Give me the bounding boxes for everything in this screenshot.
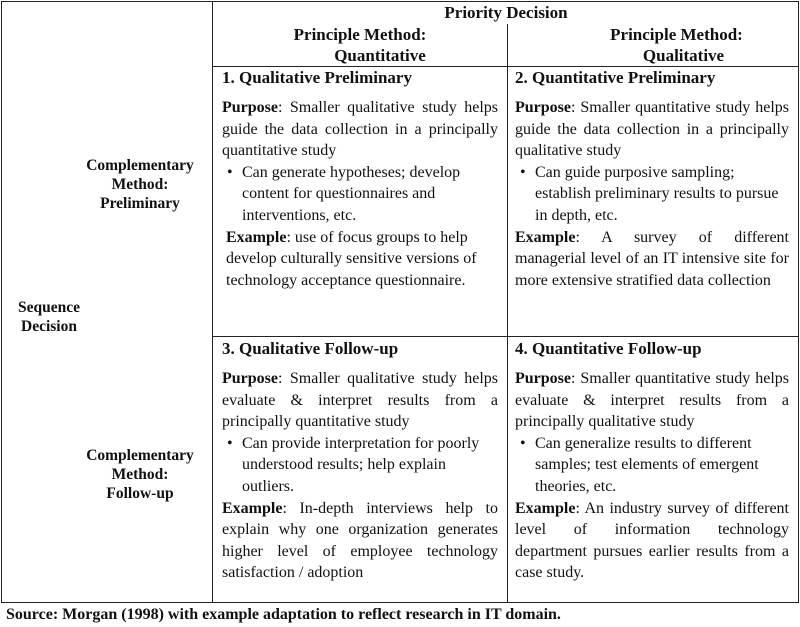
row-label-line: Complementary xyxy=(86,447,194,464)
bullet-item: • Can generate hypotheses; develop content for questionnaires and interventions, etc. xyxy=(222,162,498,227)
source-note: Source: Morgan (1998) with example adaptation to reflect research in IT domain. xyxy=(6,606,561,623)
priority-decision-header xyxy=(213,2,799,23)
purpose-paragraph xyxy=(222,368,498,433)
purpose-label: Purpose xyxy=(222,99,278,116)
example-text: : A survey of different managerial level of an IT intensive site for more extensive stratified data collection xyxy=(515,228,789,289)
cell-title: 4. Quantitative Follow-up xyxy=(515,339,702,358)
column-header-line: Principle Method: xyxy=(293,25,427,44)
bullet-item: • Can provide interpretation for poorly understood results; help explain outliers. xyxy=(222,433,498,498)
cell-title: 2. Quantitative Preliminary xyxy=(515,68,716,87)
cell-title: 1. Qualitative Preliminary xyxy=(222,68,412,87)
row-label-line: Method: xyxy=(111,466,169,483)
cell-body xyxy=(515,368,789,584)
cell-body xyxy=(222,368,498,584)
column-header-quantitative xyxy=(213,24,507,66)
cell-body xyxy=(222,97,498,291)
purpose-text: : Smaller qualitative study helps evaluate & interpret results from a principally quantitative study xyxy=(222,370,498,431)
example-text: : An industry survey of different level of information technology department pursues earlier results from a case study. xyxy=(515,499,789,582)
purpose-label: Purpose xyxy=(222,370,278,387)
example-text: : In-depth interviews help to explain why one organization generates higher level of employee technology satisfaction / adoption xyxy=(222,499,498,582)
row-label-line: Method: xyxy=(111,176,169,193)
column-header-line: Principle Method: xyxy=(610,25,743,44)
column-divider xyxy=(507,24,508,603)
purpose-paragraph xyxy=(515,368,789,433)
purpose-paragraph xyxy=(222,97,498,162)
purpose-label: Purpose xyxy=(515,370,571,387)
row-header-divider xyxy=(212,1,213,603)
example-paragraph xyxy=(222,227,498,292)
example-paragraph xyxy=(515,227,789,292)
column-header-line: Qualitative xyxy=(642,46,725,65)
purpose-text: : Smaller qualitative study helps guide the data collection in a principally quantitative study xyxy=(222,99,498,160)
cell-quantitative-followup xyxy=(515,338,789,584)
row-label-line: Sequence xyxy=(18,299,80,316)
bullet-item: • Can generalize results to different samples; test elements of emergent theories, etc. xyxy=(515,433,789,498)
cell-body xyxy=(515,97,789,291)
bullet-item: • Can guide purposive sampling; establish preliminary results to pursue in depth, etc. xyxy=(515,162,789,227)
example-paragraph xyxy=(515,498,789,584)
purpose-text: : Smaller quantitative study helps evaluate & interpret results from a principally qualitative study xyxy=(515,370,789,431)
purpose-label: Purpose xyxy=(515,99,571,116)
example-paragraph xyxy=(222,498,498,584)
column-header-qualitative xyxy=(508,24,799,66)
purpose-text: : Smaller quantitative study helps guide the data collection in a principally qualitative study xyxy=(515,99,789,160)
example-label: Example xyxy=(226,228,287,246)
row-label-line: Complementary xyxy=(86,157,194,174)
column-header-line: Quantitative xyxy=(334,46,426,65)
cell-quantitative-preliminary xyxy=(515,67,789,291)
cell-title: 3. Qualitative Follow-up xyxy=(222,339,399,358)
complementary-preliminary-label xyxy=(70,156,210,213)
example-label: Example xyxy=(515,499,576,517)
purpose-paragraph xyxy=(515,97,789,162)
cell-qualitative-preliminary xyxy=(222,67,498,291)
row-label-line: Follow-up xyxy=(106,485,174,502)
complementary-followup-label xyxy=(70,446,210,503)
example-text: : use of focus groups to help develop culturally sensitive versions of technology acceptance questionnaire. xyxy=(226,228,477,289)
example-label: Example xyxy=(222,499,283,517)
sequence-decision-label xyxy=(4,298,94,336)
example-label: Example xyxy=(515,228,576,246)
priority-decision-label: Priority Decision xyxy=(444,3,568,22)
cell-qualitative-followup xyxy=(222,338,498,584)
row-label-line: Preliminary xyxy=(100,195,180,212)
row-divider xyxy=(212,336,799,337)
row-label-line: Decision xyxy=(21,318,77,335)
